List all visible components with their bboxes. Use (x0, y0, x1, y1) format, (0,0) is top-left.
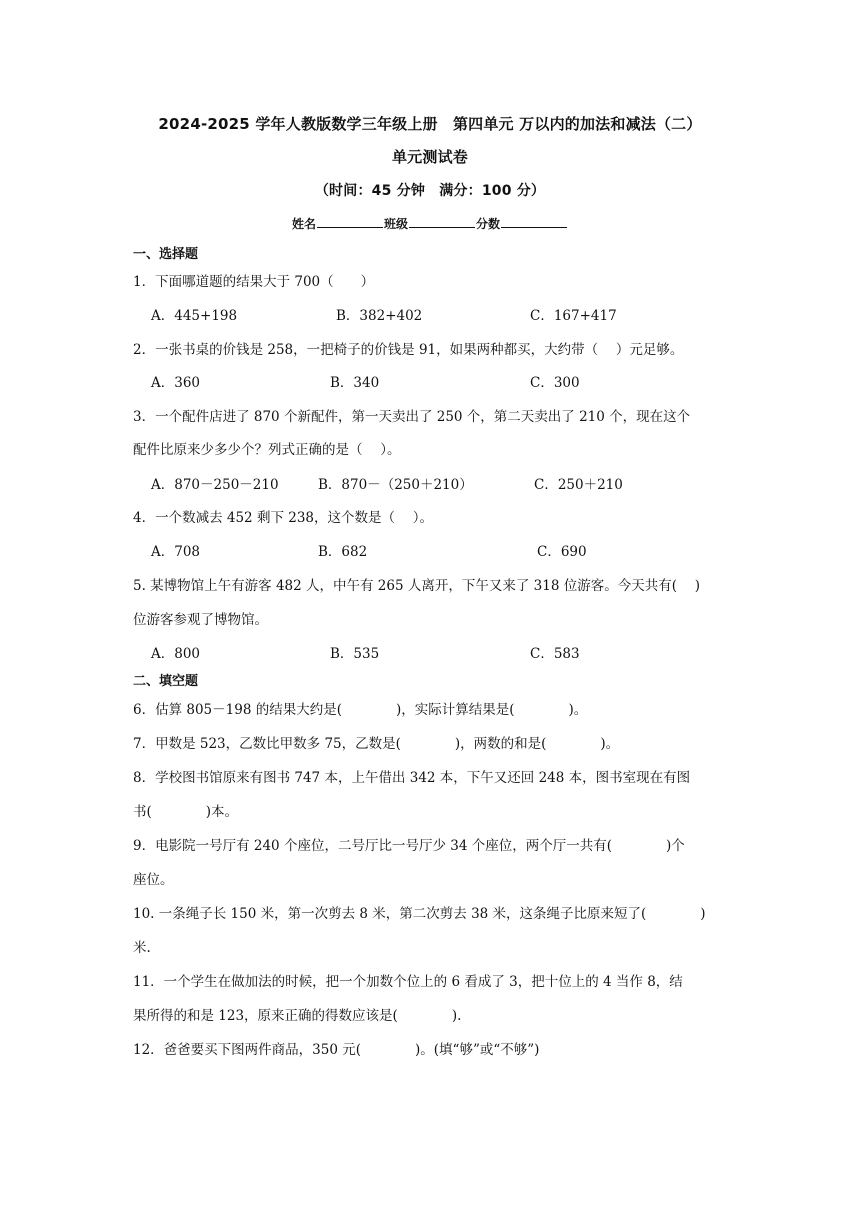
score-label: 分数 (476, 217, 501, 231)
section-choice-heading: 一、选择题 (133, 247, 199, 262)
question-8-line-1: 8．学校图书馆原来有图书 747 本，上午借出 342 本，下午又还回 248 本，图书室现在有图 (133, 770, 691, 786)
question-12: 12．爸爸要买下图两件商品，350 元( )。(填“够”或“不够”) (133, 1042, 540, 1058)
question-11-line-1: 11．一个学生在做加法的时候，把一个加数个位上的 6 看成了 3，把十位上的 4 当作 8，结 (133, 974, 683, 990)
question-3-line-1: 3．一个配件店进了 870 个新配件，第一天卖出了 250 个，第二天卖出了 210 个，现在这个 (133, 409, 691, 425)
question-7: 7．甲数是 523，乙数比甲数多 75，乙数是( )，两数的和是( )。 (133, 736, 620, 752)
q2-option-a: A．360 (151, 375, 201, 391)
q5-option-b: B．535 (330, 646, 380, 662)
question-6: 6．估算 805－198 的结果大约是( )，实际计算结果是( )。 (133, 702, 588, 718)
q5-option-c: C．583 (530, 646, 580, 662)
time-score-info: （时间：45 分钟 满分：100 分） (314, 183, 546, 199)
question-2: 2．一张书桌的价钱是 258，一把椅子的价钱是 91，如果两种都买，大约带（ ）元足够。 (133, 342, 684, 358)
class-label: 班级 (383, 217, 408, 231)
name-blank[interactable] (317, 216, 383, 228)
q1-option-c: C．167+417 (530, 308, 617, 324)
question-10-line-2: 米. (133, 940, 151, 956)
q4-option-b: B．682 (318, 544, 368, 560)
student-info-row (0, 215, 860, 232)
question-9-line-1: 9．电影院一号厅有 240 个座位，二号厅比一号厅少 34 个座位，两个厅一共有( )个 (133, 838, 685, 854)
score-blank[interactable] (501, 216, 567, 228)
q3-option-a: A．870－250－210 (151, 477, 279, 493)
q2-option-b: B．340 (330, 375, 380, 391)
question-5-line-2: 位游客参观了博物馆。 (133, 612, 268, 628)
exam-subtitle: 单元测试卷 (391, 148, 468, 166)
q1-option-b: B．382+402 (336, 308, 423, 324)
question-4: 4．一个数减去 452 剩下 238，这个数是（ ）。 (133, 510, 434, 526)
q4-option-c: C．690 (537, 544, 587, 560)
q5-option-a: A．800 (151, 646, 201, 662)
section-fill-heading: 二、填空题 (133, 674, 199, 689)
exam-title: 2024-2025 学年人教版数学三年级上册 第四单元 万以内的加法和减法（二） (158, 115, 702, 133)
q3-option-c: C．250＋210 (534, 477, 623, 493)
q4-option-a: A．708 (151, 544, 201, 560)
q1-option-a: A．445+198 (151, 308, 238, 324)
question-3-line-2: 配件比原来少多少个？列式正确的是（ ）。 (133, 442, 401, 458)
question-9-line-2: 座位。 (133, 872, 174, 888)
question-8-line-2: 书( )本。 (133, 804, 239, 820)
question-1: 1．下面哪道题的结果大于 700（ ） (133, 274, 375, 290)
question-10-line-1: 10. 一条绳子长 150 米，第一次剪去 8 米，第二次剪去 38 米，这条绳子比原来短了( ) (133, 906, 706, 922)
class-blank[interactable] (409, 216, 475, 228)
q3-option-b: B．870－（250＋210） (318, 477, 473, 493)
name-label: 姓名 (291, 217, 316, 231)
q2-option-c: C．300 (530, 375, 580, 391)
question-11-line-2: 果所得的和是 123，原来正确的得数应该是( ). (133, 1008, 462, 1024)
question-5-line-1: 5. 某博物馆上午有游客 482 人，中午有 265 人离开，下午又来了 318 位游客。今天共有( ) (133, 578, 701, 594)
